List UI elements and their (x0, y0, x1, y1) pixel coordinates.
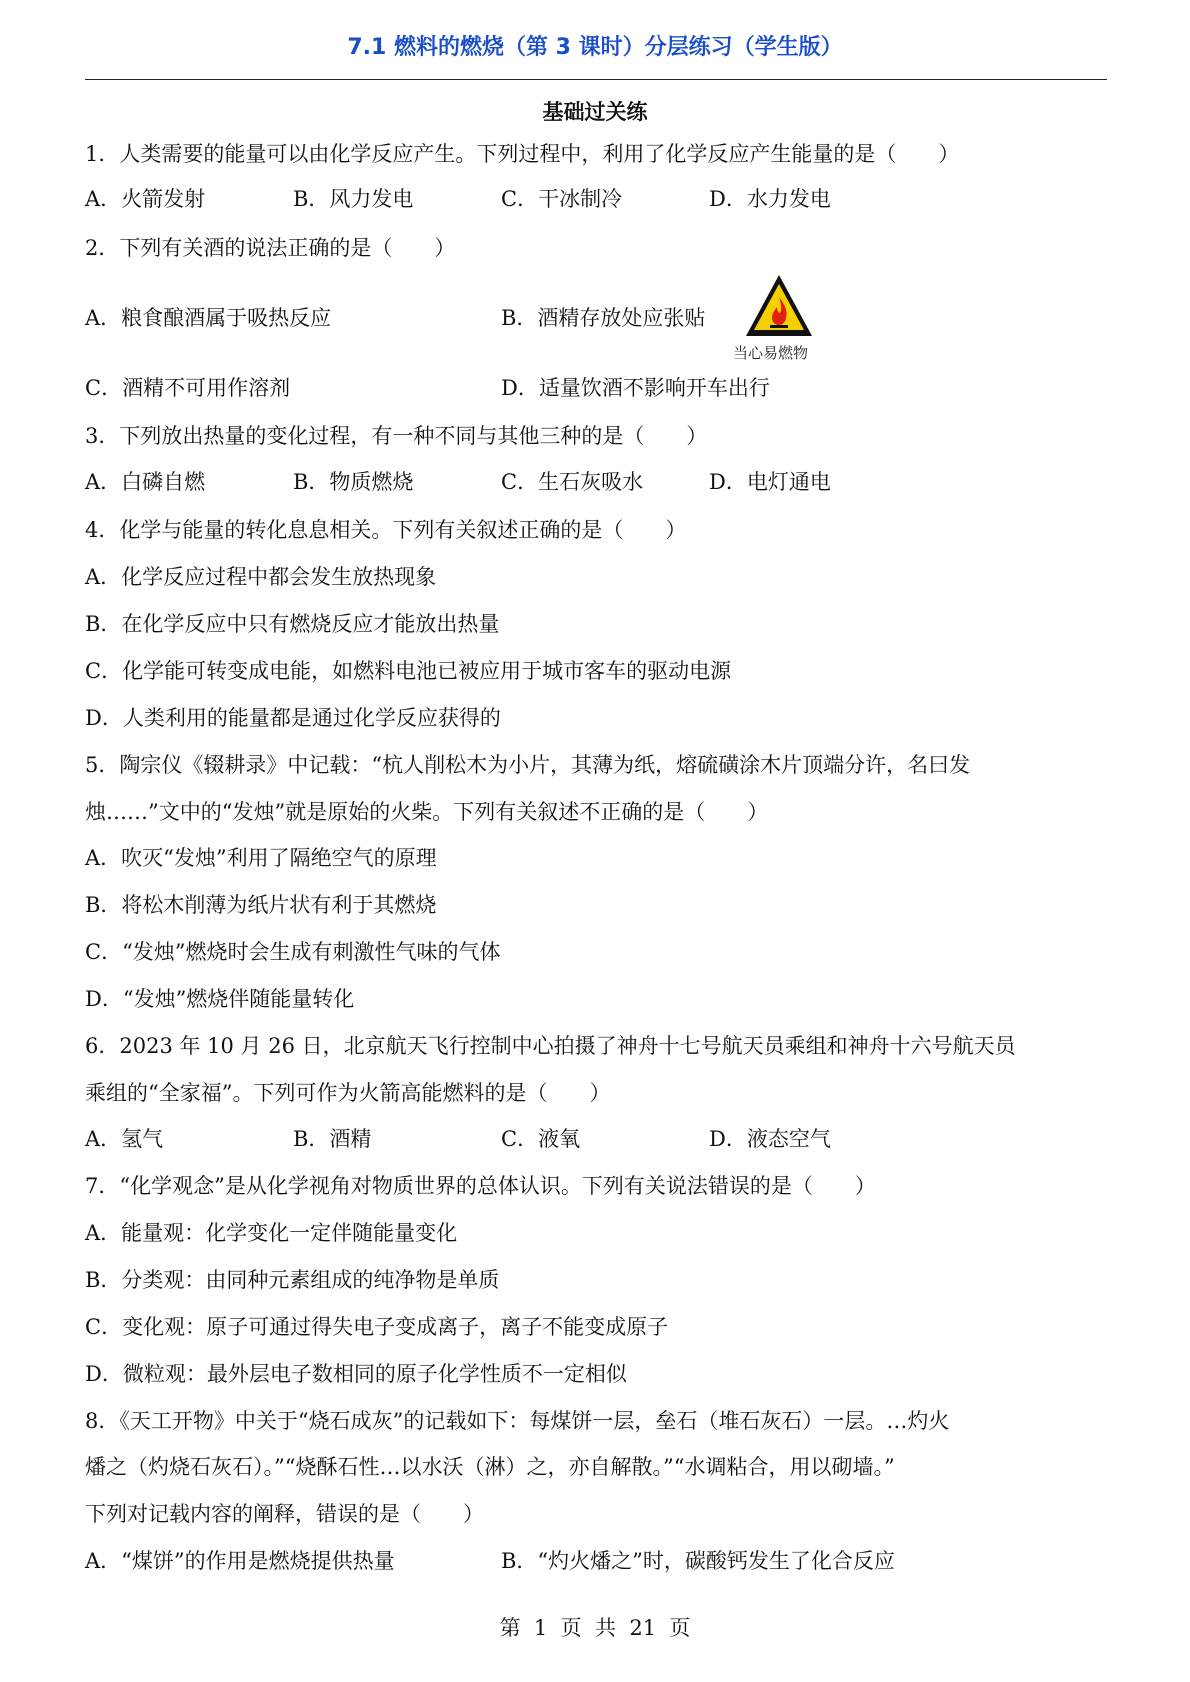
q5-option-b: B．将松木削薄为纸片状有利于其燃烧 (85, 893, 437, 917)
q4-option-b: B．在化学反应中只有燃烧反应才能放出热量 (85, 612, 500, 636)
q3-option-d: D．电灯通电 (709, 470, 831, 494)
q7-option-a: A．能量观：化学变化一定伴随能量变化 (85, 1221, 458, 1245)
q5-option-a: A．吹灭“发烛”利用了隔绝空气的原理 (85, 846, 437, 870)
question-8-stem-line-2: 燔之（灼烧石灰石）。”“烧酥石性…以水沃（淋）之，亦自解散。”“水调粘合，用以砌墙。” (85, 1455, 895, 1479)
q4-option-d: D．人类利用的能量都是通过化学反应获得的 (85, 706, 501, 730)
q4-option-c: C．化学能可转变成电能，如燃料电池已被应用于城市客车的驱动电源 (85, 659, 732, 683)
q4-option-a: A．化学反应过程中都会发生放热现象 (85, 565, 437, 589)
q2-option-c: C．酒精不可用作溶剂 (85, 376, 291, 400)
q2-option-d: D．适量饮酒不影响开车出行 (501, 376, 770, 400)
warning-sign-caption: 当心易燃物 (733, 344, 809, 362)
section-title: 基础过关练 (542, 100, 648, 124)
q2-option-a: A．粮食酿酒属于吸热反应 (85, 306, 332, 330)
question-3-stem: 3．下列放出热量的变化过程，有一种不同与其他三种的是（ ） (85, 424, 708, 448)
question-7-stem: 7．“化学观念”是从化学视角对物质世界的总体认识。下列有关说法错误的是（ ） (85, 1174, 876, 1198)
question-8-stem-line-3: 下列对记载内容的阐释，错误的是（ ） (85, 1502, 484, 1526)
q2-option-b: B．酒精存放处应张贴 (501, 306, 706, 330)
q7-option-d: D．微粒观：最外层电子数相同的原子化学性质不一定相似 (85, 1362, 627, 1386)
question-6-stem-line-2: 乘组的“全家福”。下列可作为火箭高能燃料的是（ ） (85, 1081, 611, 1105)
q1-option-b: B．风力发电 (293, 187, 414, 211)
question-4-stem: 4．化学与能量的转化息息相关。下列有关叙述正确的是（ ） (85, 518, 687, 542)
question-5-stem-line-1: 5．陶宗仪《辍耕录》中记载：“杭人削松木为小片，其薄为纸，熔硫磺涂木片顶端分许，名曰发 (85, 753, 971, 777)
document-title: 7.1 燃料的燃烧（第 3 课时）分层练习（学生版） (347, 35, 843, 60)
header-divider (85, 79, 1107, 80)
q1-option-d: D．水力发电 (709, 187, 831, 211)
q3-option-b: B．物质燃烧 (293, 470, 414, 494)
question-8-stem-line-1: 8．《天工开物》中关于“烧石成灰”的记载如下：每煤饼一层，垒石（堆石灰石）一层。…灼火 (85, 1409, 950, 1433)
q6-option-c: C．液氧 (501, 1127, 581, 1151)
flammable-warning-icon (744, 273, 814, 339)
q7-option-b: B．分类观：由同种元素组成的纯净物是单质 (85, 1268, 500, 1292)
q3-option-a: A．白磷自燃 (85, 470, 206, 494)
question-2-stem: 2．下列有关酒的说法正确的是（ ） (85, 236, 456, 260)
q6-option-b: B．酒精 (293, 1127, 372, 1151)
question-5-stem-line-2: 烛……”文中的“发烛”就是原始的火柴。下列有关叙述不正确的是（ ） (85, 800, 769, 824)
q1-option-c: C．干冰制冷 (501, 187, 623, 211)
q5-option-d: D．“发烛”燃烧伴随能量转化 (85, 987, 355, 1011)
q6-option-a: A．氢气 (85, 1127, 164, 1151)
page-footer: 第 1 页 共 21 页 (499, 1616, 691, 1640)
question-6-stem-line-1: 6．2023 年 10 月 26 日，北京航天飞行控制中心拍摄了神舟十七号航天员乘组和神舟十六号航天员 (85, 1034, 1016, 1058)
q8-option-a: A．“煤饼”的作用是燃烧提供热量 (85, 1549, 395, 1573)
q6-option-d: D．液态空气 (709, 1127, 831, 1151)
q7-option-c: C．变化观：原子可通过得失电子变成离子，离子不能变成原子 (85, 1315, 669, 1339)
question-1-stem: 1．人类需要的能量可以由化学反应产生。下列过程中，利用了化学反应产生能量的是（ ） (85, 142, 960, 166)
q5-option-c: C．“发烛”燃烧时会生成有刺激性气味的气体 (85, 940, 501, 964)
q1-option-a: A．火箭发射 (85, 187, 206, 211)
q3-option-c: C．生石灰吸水 (501, 470, 644, 494)
q8-option-b: B．“灼火燔之”时，碳酸钙发生了化合反应 (501, 1549, 895, 1573)
